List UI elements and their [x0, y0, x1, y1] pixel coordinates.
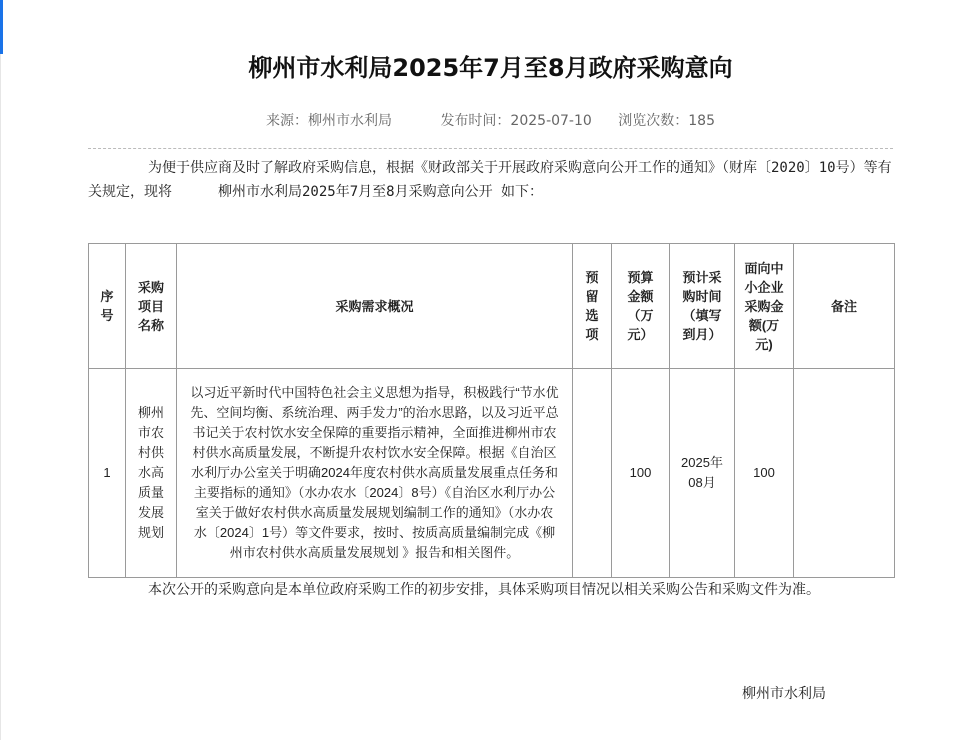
left-border-line — [0, 54, 1, 740]
left-accent-bar — [0, 0, 3, 54]
page-title: 柳州市水利局2025年7月至8月政府采购意向 — [248, 54, 733, 82]
header-seq: 序号 — [89, 244, 126, 369]
table-row — [89, 369, 895, 578]
procurement-table — [88, 243, 895, 578]
intro-notice-name: 柳州市水利局2025年7月至8月采购意向公开 — [218, 184, 493, 200]
table-header-row — [89, 244, 895, 369]
header-reserved-option: 预留选项 — [573, 244, 612, 369]
publish-time: 发布时间：2025-07-10 — [440, 113, 592, 129]
divider — [88, 148, 893, 149]
article-meta — [88, 110, 893, 130]
source-label: 来源：柳州市水利局 — [265, 113, 392, 129]
cell-sme-amount: 100 — [735, 369, 794, 578]
intro-paragraph — [88, 156, 893, 204]
header-sme-amount: 面向中小企业采购金额(万元) — [735, 244, 794, 369]
intro-text: 为便于供应商及时了解政府采购信息，根据《财政部关于开展政府采购意向公开工作的通知》（财库〔2020〕10号）等有关规定，现将 — [88, 160, 892, 200]
cell-project-name: 柳州市农村供水高质量发展规划 — [126, 369, 177, 578]
cell-seq: 1 — [89, 369, 126, 578]
cell-budget: 100 — [612, 369, 670, 578]
cell-overview: 以习近平新时代中国特色社会主义思想为指导，积极践行“节水优先、空间均衡、系统治理、两手发力”的治水思路，以及习近平总书记关于农村饮水安全保障的重要指示精神，全面推进柳州市农村供水高质量发展，不断提升农村饮水安全保障。根据《自治区水利厅办公室关于明确2024年度农村供水高质量发展重点任务和主要指标的通知》（水办农水〔2024〕8号）《自治区水利厅办公室关于做好农村供水高质量发展规划编制工作的通知》（水办农水〔2024〕1号）等文件要求，按时、按质高质量编制完成《柳州市农村供水高质量发展规划 》报告和相关图件。 — [177, 369, 573, 578]
header-project-name: 采购项目名称 — [126, 244, 177, 369]
cell-reserved-option — [573, 369, 612, 578]
closing-paragraph: 本次公开的采购意向是本单位政府采购工作的初步安排，具体采购项目情况以相关采购公告和采购文件为准。 — [148, 582, 820, 598]
header-expected-time: 预计采购时间（填写到月） — [670, 244, 735, 369]
cell-expected-time: 2025年08月 — [670, 369, 735, 578]
signature: 柳州市水利局 — [742, 686, 826, 702]
view-count: 浏览次数：185 — [618, 113, 715, 129]
cell-remark — [794, 369, 895, 578]
intro-suffix: 如下： — [492, 184, 544, 200]
header-overview: 采购需求概况 — [177, 244, 573, 369]
header-budget: 预算金额（万元） — [612, 244, 670, 369]
header-remark: 备注 — [794, 244, 895, 369]
